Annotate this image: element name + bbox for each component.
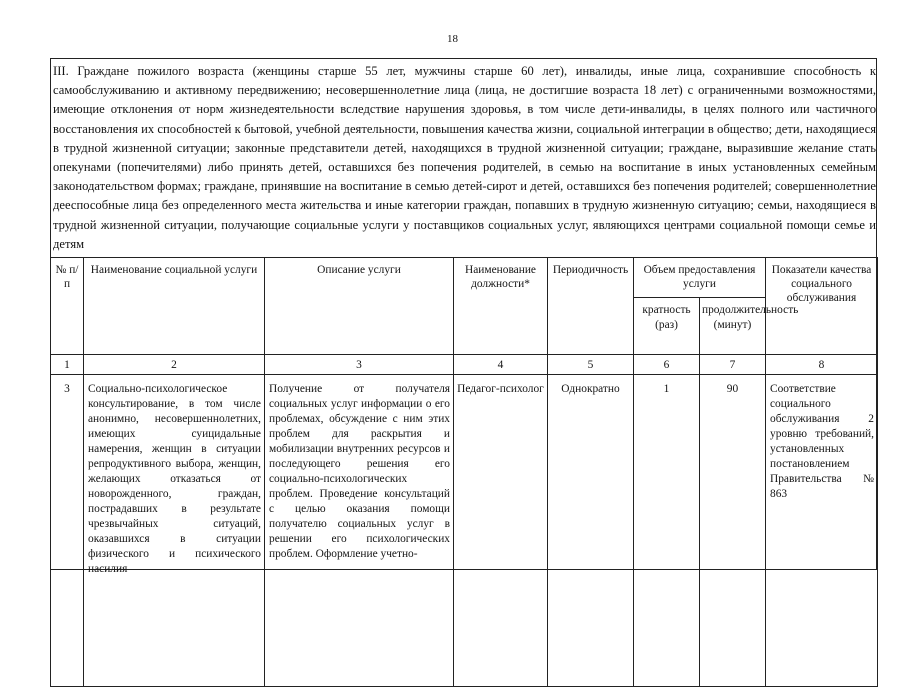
column-number: 5 bbox=[548, 355, 634, 375]
header-description: Описание услуги bbox=[265, 258, 454, 355]
page-number: 18 bbox=[447, 33, 458, 45]
header-position: Наименование должности* bbox=[454, 258, 548, 355]
table-header-row bbox=[51, 258, 878, 298]
column-number: 6 bbox=[634, 355, 700, 375]
column-number: 7 bbox=[700, 355, 766, 375]
header-multiplicity: кратность (раз) bbox=[634, 298, 700, 355]
column-number-row bbox=[51, 355, 878, 375]
header-quality: Показатели качества социального обслуживания bbox=[766, 258, 878, 355]
duration-value: 90 bbox=[726, 383, 739, 395]
multiplicity-value: 1 bbox=[663, 383, 670, 395]
service-description: Получение от получателя социальных услуг информации о его проблемах, обсуждение с ним этих проблем для раскрытия и мобилизации внутренних ресурсов и последующего решения его социально-психологических проблем. Проведение консультаций с целью оказания помощи получателю социальных услуг в решении его психологических проблем. Оформление учетно- bbox=[269, 383, 450, 560]
header-periodicity: Периодичность bbox=[548, 258, 634, 355]
column-number: 4 bbox=[454, 355, 548, 375]
header-volume: Объем предоставления услуги bbox=[634, 258, 766, 298]
column-number: 1 bbox=[51, 355, 84, 375]
quality-indicators: Соответствие социального обслуживания 2 уровню требований, установленных постановлением Правительства № 863 bbox=[770, 383, 874, 500]
position-name: Педагог-психолог bbox=[457, 383, 544, 395]
services-table bbox=[50, 257, 878, 687]
service-name: Социально-психологическое консультирование, в том числе анонимно, несовершеннолетних, имеющих суицидальные намерения, женщин в ситуации репродуктивного выбора, женщин, желающих отказаться от новорожденного, граждан, пострадавших в результате чрезвычайных ситуаций, оказавшихся в ситуации физического и психического насилия bbox=[88, 383, 261, 575]
header-duration: продолжительность (минут) bbox=[700, 298, 766, 355]
section-heading: III. Граждане пожилого возраста (женщины старше 55 лет, мужчины старше 60 лет), инвалиды, иные лица, сохранившие способность к самообслуживанию и активному передвижению; несовершеннолетние лица (лица, не достигшие возраста 18 лет) с ограниченными возможностями, имеющие отклонения от норм жизнедеятельности вследствие нарушения здоровья, в том числе дети-инвалиды, в целях полного или частичного восстановления их способностей к бытовой, учебной деятельности, повышения качества жизни, социальной интеграции в общество; дети, находящиеся в трудной жизненной ситуации; законные представители детей, находящихся в трудной жизненной ситуации; граждане, выразившие желание стать опекунами (попечителями) либо принять детей, оставшихся без попечения родителей, в семью на воспитание в иных установленных семейным законодательством формах; граждане, принявшие на воспитание в семью детей-сирот и детей, оставшихся без попечения родителей; совершеннолетние дееспособные лица без определенного места жительства и иные категории граждан, попавших в трудную жизненную ситуацию; семьи, находящиеся в трудной жизненной ситуации, получающие социальные услуги у поставщиков социальных услуг, являющихся центрами социальной помощи семье и детям bbox=[53, 64, 876, 251]
column-number: 8 bbox=[766, 355, 878, 375]
periodicity-value: Однократно bbox=[561, 383, 620, 395]
row-num: 3 bbox=[64, 383, 70, 395]
column-number: 2 bbox=[84, 355, 265, 375]
header-service-name: Наименование социальной услуги bbox=[84, 258, 265, 355]
header-num: № п/п bbox=[51, 258, 84, 355]
column-number: 3 bbox=[265, 355, 454, 375]
